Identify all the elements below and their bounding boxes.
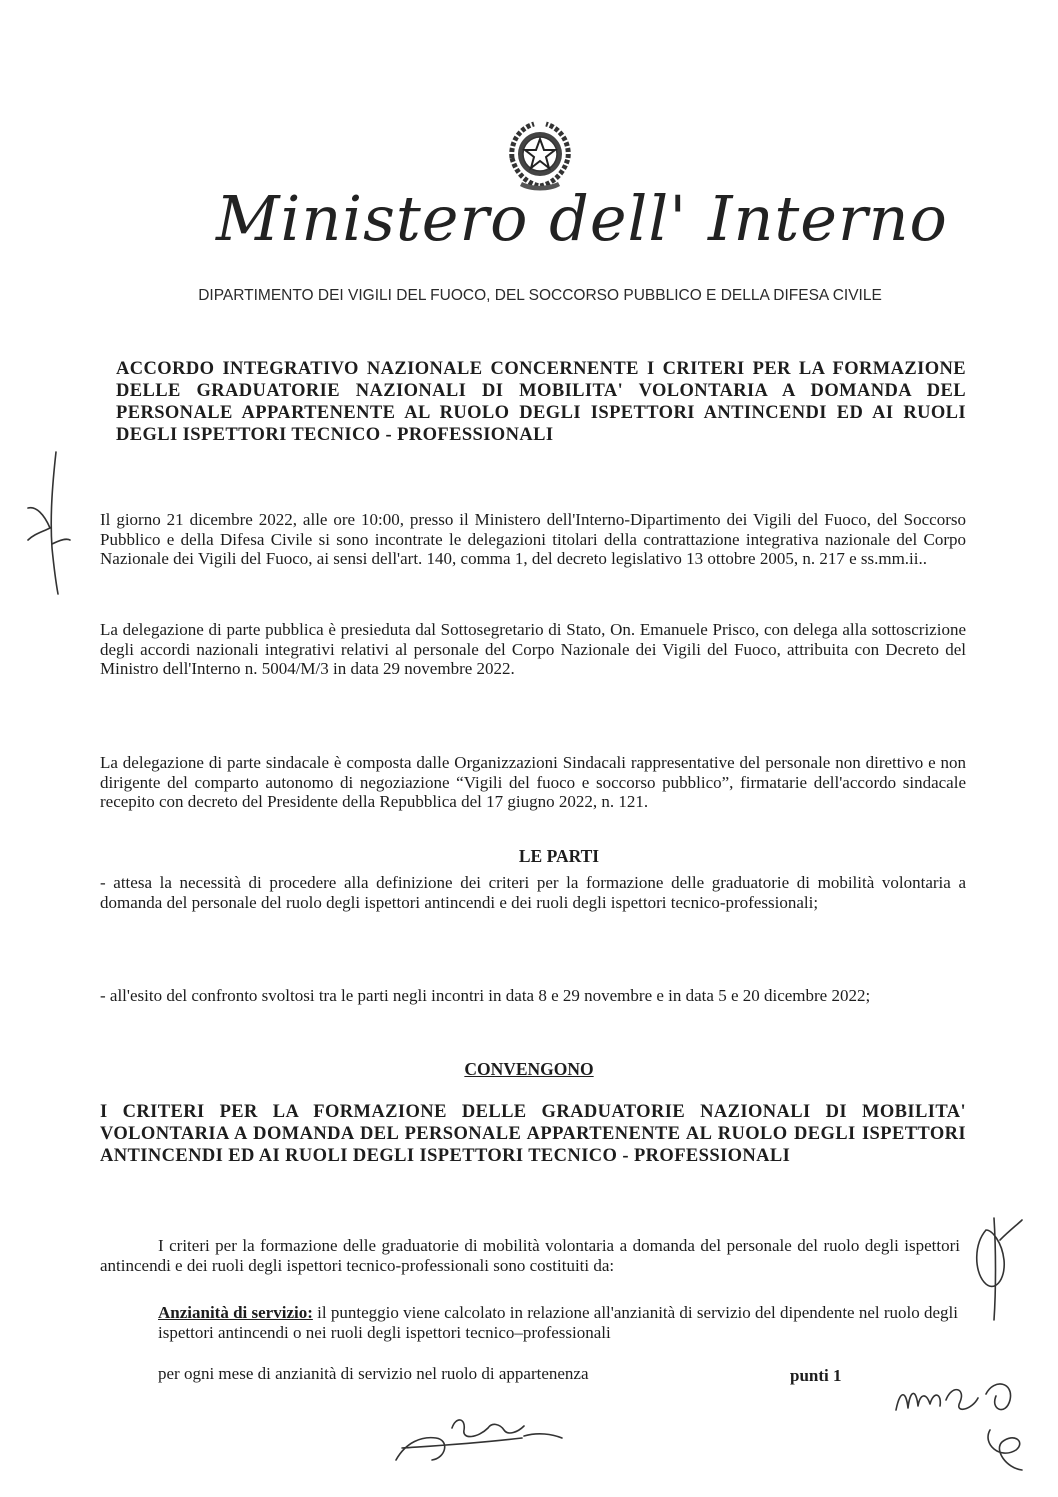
paragraph-meeting: Il giorno 21 dicembre 2022, alle ore 10:00, presso il Ministero dell'Interno-Dipartimento dei Vigili del Fuoco, del Soccorso Pubblico e della Difesa Civile si sono incontrate le delegazioni titolari della contrattazione integrativa nazionale del Corpo Nazionale dei Vigili del Fuoco, ai sensi dell'art. 140, comma 1, del decreto legislativo 13 ottobre 2005, n. 217 e ss.mm.ii.. bbox=[100, 510, 966, 568]
parti-item: - all'esito del confronto svoltosi tra le parti negli incontri in data 8 e 29 novembre e in data 5 e 20 dicembre 2022; bbox=[100, 986, 871, 1005]
signature-scribble bbox=[392, 1408, 572, 1468]
convengono-heading: CONVENGONO bbox=[464, 1059, 594, 1079]
document-title: ACCORDO INTEGRATIVO NAZIONALE CONCERNENTE I CRITERI PER LA FORMAZIONE DELLE GRADUATORIE NAZIONALI DI MOBILITA' VOLONTARIA A DOMANDA DEL PERSONALE APPARTENENTE AL RUOLO DEGLI ISPETTORI ANTINCENDI ED AI RUOLI DEGLI ISPETTORI TECNICO - PROFESSIONALI bbox=[116, 359, 966, 445]
paragraph-public-delegation: La delegazione di parte pubblica è presieduta dal Sottosegretario di Stato, On. Emanuele Prisco, con delega alla sottoscrizione degli accordi nazionali integrativi relativi al personale del Corpo Nazionale dei Vigili del Fuoco, attribuita con Decreto del Ministro dell'Interno n. 5004/M/3 in data 29 novembre 2022. bbox=[100, 620, 966, 678]
anzianita-paragraph bbox=[158, 1303, 958, 1342]
department-name: DIPARTIMENTO DEI VIGILI DEL FUOCO, DEL SOCCORSO PUBBLICO E DELLA DIFESA CIVILE bbox=[198, 287, 882, 304]
signature-scribble bbox=[890, 1370, 1040, 1480]
paragraph-union-delegation: La delegazione di parte sindacale è composta dalle Organizzazioni Sindacali rappresentative del personale non direttivo e non dirigente del comparto autonomo di negoziazione “Vigili del fuoco e soccorso pubblico”, firmatarie dell'accordo sindacale recepito con decreto del Presidente della Repubblica del 17 giugno 2022, n. 121. bbox=[100, 753, 966, 811]
ministry-title: Ministero dell' Interno bbox=[216, 182, 948, 255]
anzianita-label: Anzianità di servizio: bbox=[158, 1303, 313, 1322]
parti-heading: LE PARTI bbox=[518, 846, 600, 866]
margin-initials-signature bbox=[966, 1210, 1026, 1330]
anzianita-text: il punteggio viene calcolato in relazione all'anzianità di servizio del dipendente nel ruolo degli ispettori antincendi o nei ruoli degli ispettori tecnico–professionali bbox=[158, 1303, 958, 1342]
anzianita-line: per ogni mese di anzianità di servizio nel ruolo di appartenenza bbox=[158, 1364, 589, 1383]
anzianita-points: punti 1 bbox=[790, 1366, 842, 1385]
parti-item: - attesa la necessità di procedere alla definizione dei criteri per la formazione delle graduatorie di mobilità volontaria a domanda del personale del ruolo degli ispettori antincendi e dei ruoli degli ispettori tecnico-professionali; bbox=[100, 873, 966, 912]
criteria-intro: I criteri per la formazione delle graduatorie di mobilità volontaria a domanda del personale del ruolo degli ispettori antincendi e dei ruoli degli ispettori tecnico-professionali sono costituiti da: bbox=[100, 1236, 960, 1275]
margin-initials-signature bbox=[22, 448, 72, 598]
criteria-title: I CRITERI PER LA FORMAZIONE DELLE GRADUATORIE NAZIONALI DI MOBILITA' VOLONTARIA A DOMANDA DEL PERSONALE APPARTENENTE AL RUOLO DEGLI ISPETTORI ANTINCENDI ED AI RUOLI DEGLI ISPETTORI TECNICO - PROFESSIONALI bbox=[100, 1102, 966, 1166]
